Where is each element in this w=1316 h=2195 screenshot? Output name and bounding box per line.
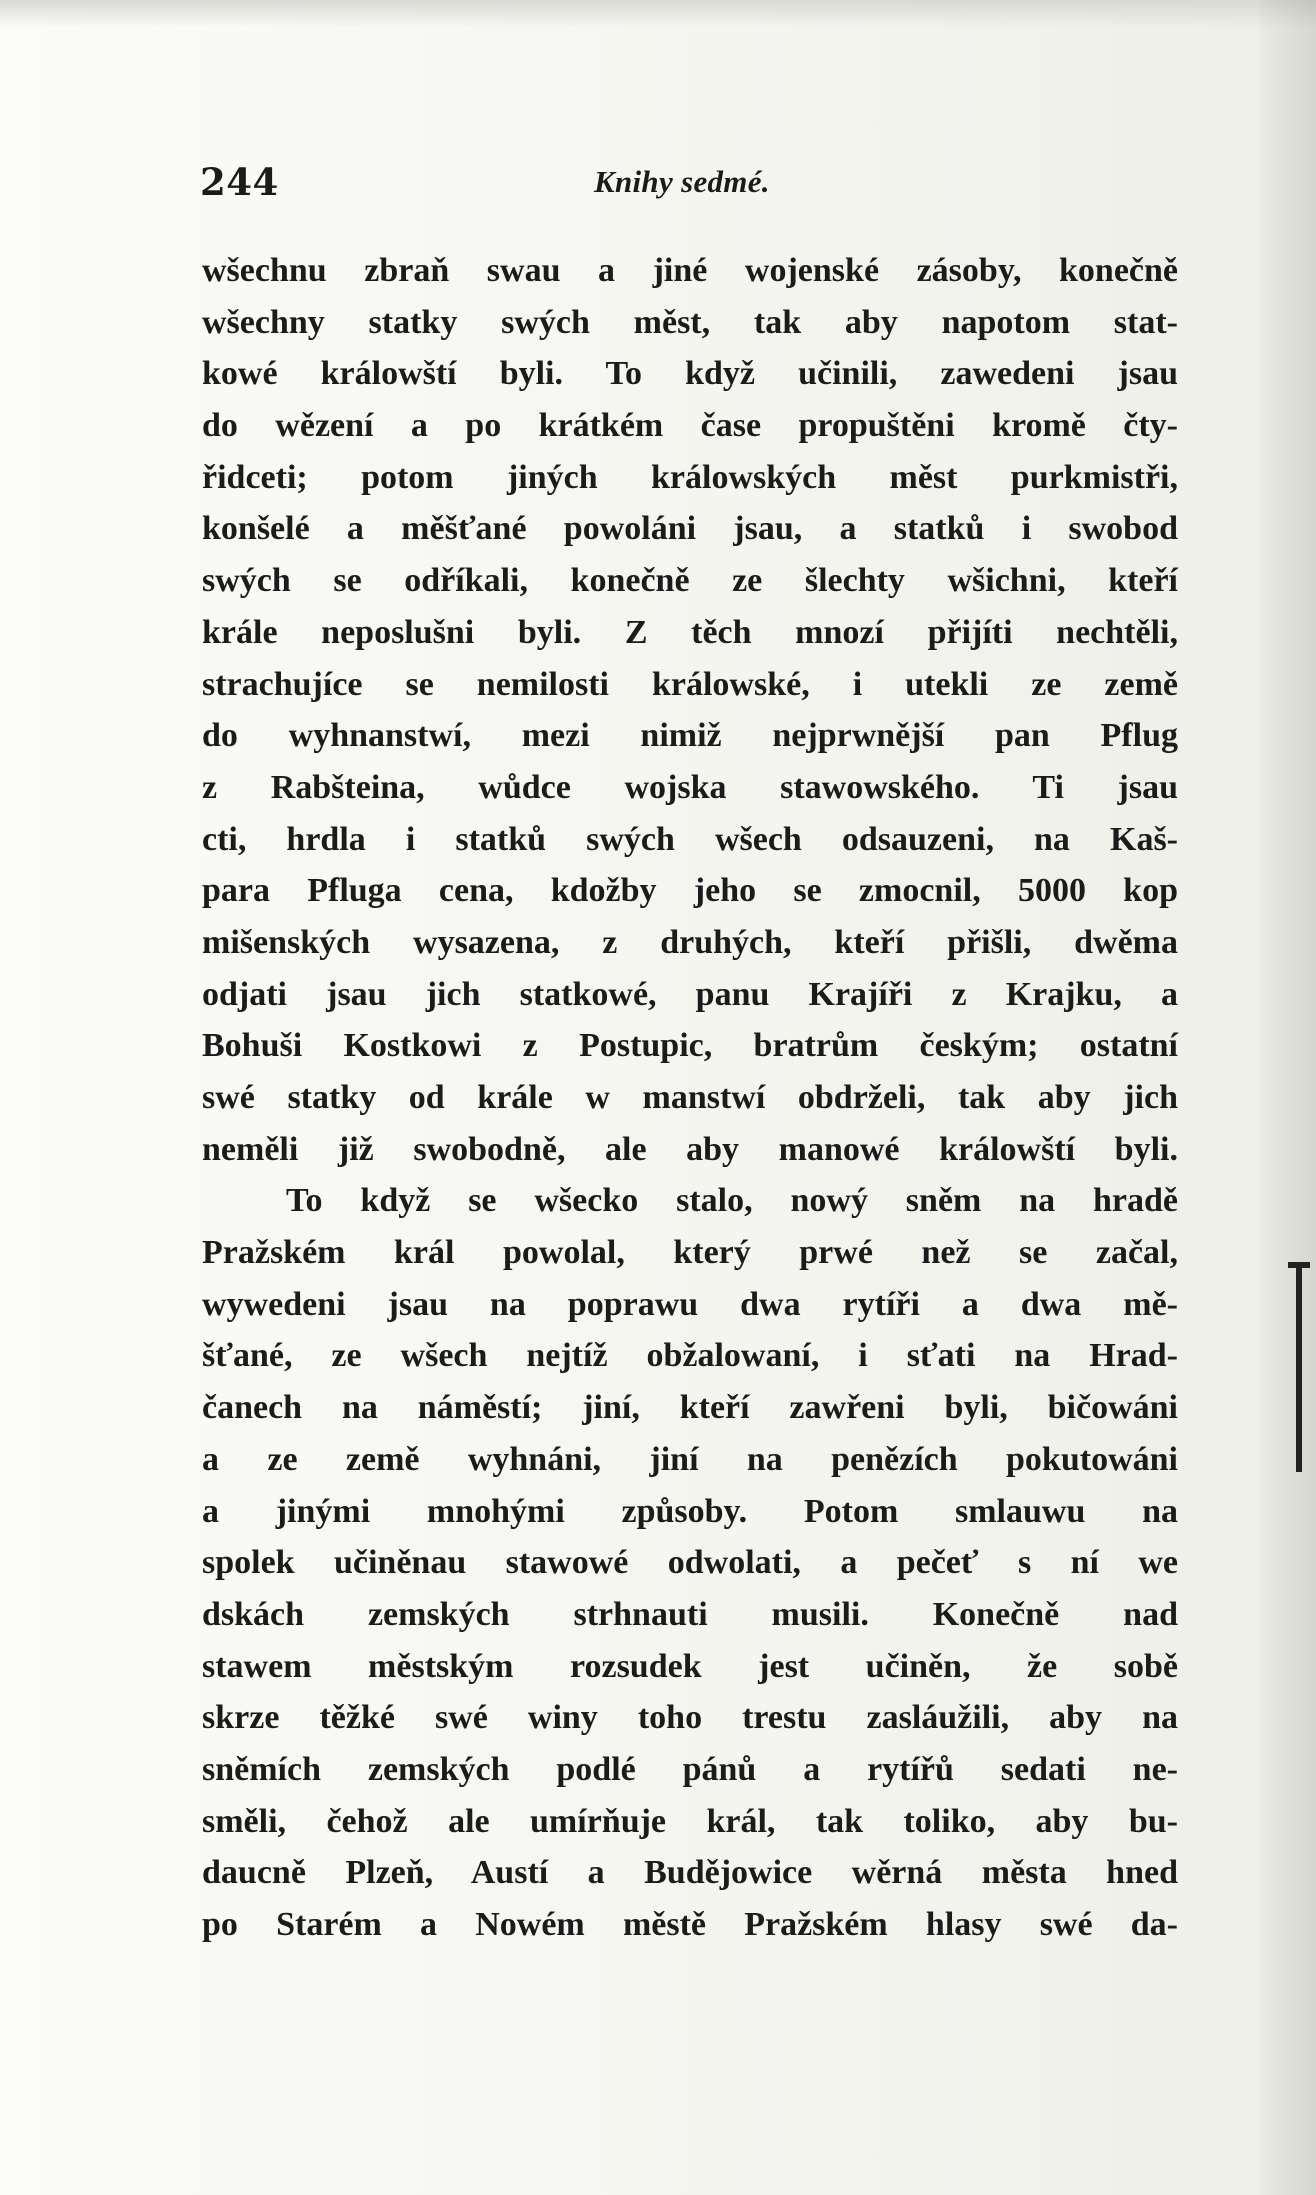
text-line: wšechny statky swých měst, tak aby napotom stat-	[202, 303, 1178, 341]
text-line: Pražském král powolal, který prwé než se začal,	[202, 1234, 1178, 1272]
text-line: neměli již swobodně, ale aby manowé králowští byli.	[202, 1130, 1178, 1168]
text-line: řidceti; potom jiných králowských měst purkmistři,	[202, 458, 1178, 496]
text-line: po Starém a Nowém městě Pražském hlasy swé da-	[202, 1906, 1178, 1943]
text-line: šťané, ze wšech nejtíž obžalowaní, i sťati na Hrad-	[202, 1337, 1178, 1375]
text-line: odjati jsau jich statkowé, panu Krajíři z Krajku, a	[202, 975, 1178, 1013]
body-text	[202, 245, 1202, 1951]
text-line: cti, hrdla i statků swých wšech odsauzeni, na Kaš-	[202, 820, 1178, 858]
text-line: dskách zemských strhnauti musili. Konečně nad	[202, 1595, 1178, 1633]
text-line: mišenských wysazena, z druhých, kteří přišli, dwěma	[202, 923, 1178, 961]
running-head	[200, 156, 1200, 216]
text-line: daucně Plzeň, Austí a Budějowice wěrná města hned	[202, 1854, 1178, 1892]
text-line: wywedeni jsau na poprawu dwa rytíři a dwa mě-	[202, 1285, 1178, 1323]
text-line: do wyhnanstwí, mezi nimiž nejprwnější pan Pflug	[202, 717, 1178, 755]
text-line: strachujíce se nemilosti králowské, i utekli ze země	[202, 665, 1178, 703]
text-line: wšechnu zbraň swau a jiné wojenské zásoby, konečně	[202, 252, 1178, 289]
text-line: krále neposlušni byli. Z těch mnozí přijíti nechtěli,	[202, 613, 1178, 651]
text-line: swých se odříkali, konečně ze šlechty wšichni, kteří	[202, 562, 1178, 600]
page-top-edge	[0, 0, 1316, 28]
text-line: skrze těžké swé winy toho trestu zasláužili, aby na	[202, 1699, 1178, 1737]
text-line: spolek učiněnau stawowé odwolati, a pečeť s ní we	[202, 1544, 1178, 1582]
text-line: směli, čehož ale umírňuje král, tak toliko, aby bu-	[202, 1802, 1178, 1840]
text-line: kowé králowští byli. To když učinili, zawedeni jsau	[202, 355, 1178, 393]
text-line: čanech na náměstí; jiní, kteří zawřeni byli, bičowáni	[202, 1389, 1178, 1427]
margin-bracket	[1296, 1262, 1302, 1472]
text-line: para Pfluga cena, kdožby jeho se zmocnil, 5000 kop	[202, 872, 1178, 910]
text-line: z Rabšteina, wůdce wojska stawowského. Ti jsau	[202, 768, 1178, 806]
text-line: a ze země wyhnáni, jiní na penězích pokutowáni	[202, 1440, 1178, 1478]
text-line: a jinými mnohými způsoby. Potom smlauwu na	[202, 1492, 1178, 1530]
text-line: konšelé a měšťané powoláni jsau, a statků i swobod	[202, 510, 1178, 548]
text-line: Bohuši Kostkowi z Postupic, bratrům českým; ostatní	[202, 1027, 1178, 1065]
text-line: do wězení a po krátkém čase propuštěni kromě čty-	[202, 407, 1178, 445]
text-line: stawem městským rozsudek jest učiněn, že sobě	[202, 1647, 1178, 1685]
paragraph-start-line: To když se wšecko stalo, nowý sněm na hradě	[286, 1182, 1178, 1220]
page-number: 244	[200, 160, 279, 204]
running-head-title: Knihy sedmé.	[594, 164, 770, 199]
text-line: swé statky od krále w manstwí obdrželi, tak aby jich	[202, 1079, 1178, 1116]
text-line: sněmích zemských podlé pánů a rytířů sedati ne-	[202, 1750, 1178, 1788]
page-gutter-shadow	[1260, 0, 1316, 2195]
